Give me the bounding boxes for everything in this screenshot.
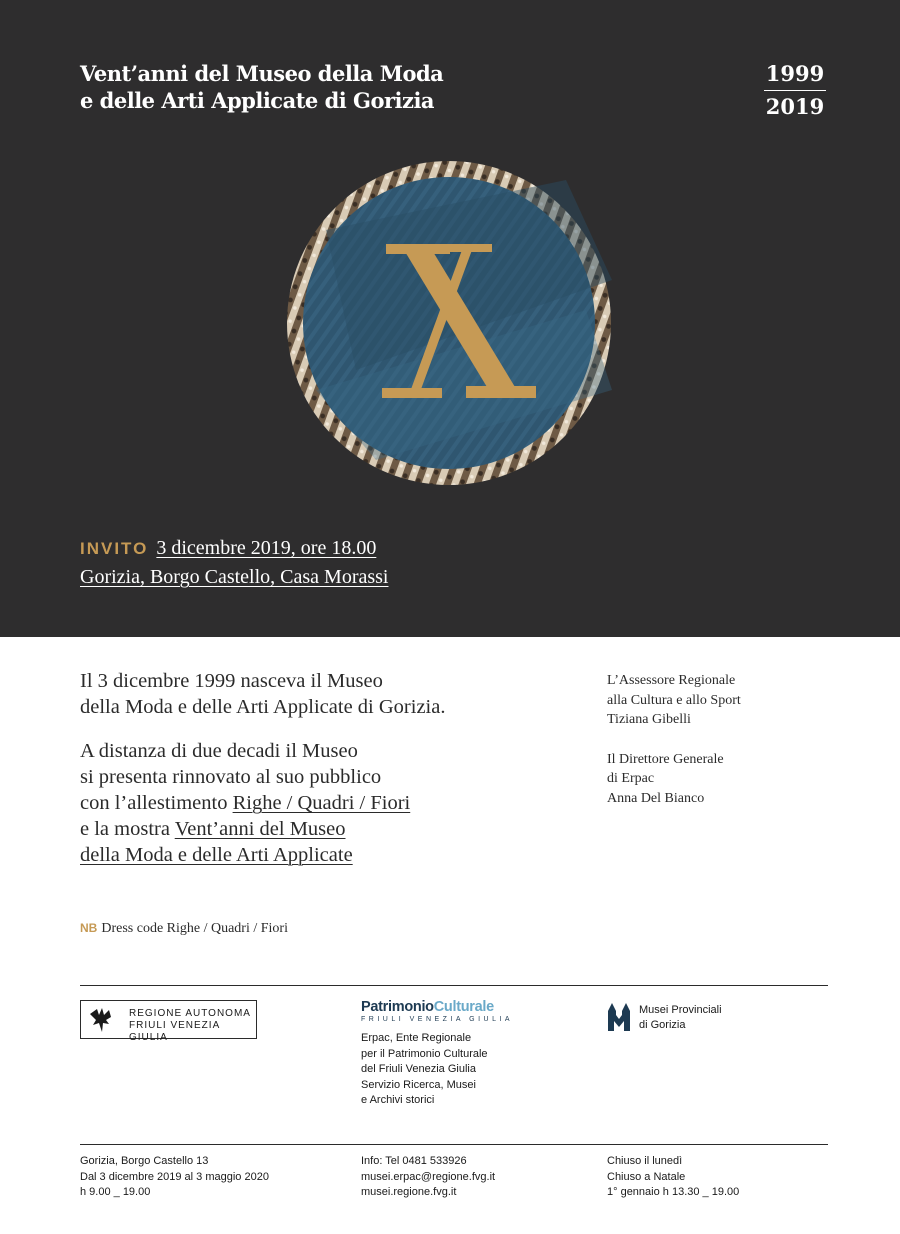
footer-email: musei.erpac@regione.fvg.it (361, 1170, 496, 1183)
footer-line: Dal 3 dicembre 2019 al 3 maggio 2020 (80, 1170, 269, 1183)
pc-desc-line: del Friuli Venezia Giulia (361, 1063, 476, 1075)
intro-line: Il 3 dicembre 1999 nasceva il Museo (80, 670, 383, 692)
signatory-direttore (607, 750, 837, 809)
signatory-role: Il Direttore Generale (607, 751, 724, 767)
footer-website: musei.regione.fvg.it (361, 1186, 457, 1198)
signatory-name: Anna Del Bianco (607, 790, 705, 806)
signatory-role: alla Cultura e allo Sport (607, 692, 741, 708)
pc-desc-line: Erpac, Ente Regionale (361, 1032, 472, 1044)
signatory-role: L’Assessore Regionale (607, 673, 736, 688)
intro-line: si presenta rinnovato al suo pubblico (80, 766, 382, 788)
pc-description (361, 1031, 513, 1109)
pc-wordmark-part-2: Culturale (433, 999, 494, 1015)
regione-line: FRIULI VENEZIA GIULIA (129, 1020, 220, 1043)
exhibit-title-righe-quadri-fiori: Righe / Quadri / Fiori (232, 792, 411, 814)
intro-paragraph-2 (80, 738, 550, 868)
page-title (80, 60, 443, 114)
logo-patrimonio-culturale (361, 999, 513, 1109)
pc-wordmark-part-1: Patrimonio (361, 999, 434, 1015)
note-text: Dress code Righe / Quadri / Fiori (101, 921, 288, 936)
dress-code-note (80, 921, 288, 937)
intro-line: con l’allestimento (80, 792, 233, 814)
exhibition-title-part-2: della Moda e delle Arti Applicate (80, 844, 353, 866)
emblem-roman-numeral-x (286, 160, 612, 486)
footer-venue-hours (80, 1154, 269, 1201)
mp-line: Musei Provinciali (639, 1004, 722, 1016)
note-label: NB (80, 921, 98, 935)
event-location: Gorizia, Borgo Castello, Casa Morassi (80, 566, 389, 588)
anniversary-years (764, 60, 826, 121)
footer-line: Chiuso a Natale (607, 1170, 686, 1183)
title-line-2: e delle Arti Applicate di Gorizia (80, 88, 435, 113)
footer-phone: Info: Tel 0481 533926 (361, 1155, 467, 1167)
pc-subtitle: FRIULI VENEZIA GIULIA (361, 1016, 514, 1023)
signatory-assessore (607, 671, 837, 730)
footer-line: h 9.00 _ 19.00 (80, 1186, 151, 1198)
mp-line: di Gorizia (639, 1019, 686, 1031)
footer-line: Chiuso il lunedì (607, 1155, 683, 1167)
intro-paragraph-1 (80, 668, 550, 720)
regione-text (129, 1008, 256, 1044)
footer-contact (361, 1154, 495, 1201)
signatories (607, 671, 837, 828)
pc-desc-line: per il Patrimonio Culturale (361, 1047, 488, 1060)
signatory-name: Tiziana Gibelli (607, 712, 691, 727)
museum-towers-icon (607, 1001, 631, 1031)
intro-line: e la mostra (80, 818, 175, 840)
pc-desc-line: e Archivi storici (361, 1094, 435, 1106)
footer-line: 1° gennaio h 13.30 _ 19.00 (607, 1186, 740, 1198)
invitation-details (80, 534, 388, 591)
year-end: 2019 (765, 94, 825, 119)
divider (80, 1144, 828, 1145)
logo-regione-fvg (80, 1000, 257, 1043)
regione-line: REGIONE AUTONOMA (129, 1008, 251, 1019)
signatory-role: di Erpac (607, 771, 655, 786)
footer-closures (607, 1154, 739, 1201)
invito-label: INVITO (80, 539, 149, 558)
exhibition-title-part-1: Vent’anni del Museo (174, 818, 346, 840)
pc-desc-line: Servizio Ricerca, Musei (361, 1078, 476, 1091)
intro-line: A distanza di due decadi il Museo (80, 740, 358, 762)
event-date: 3 dicembre 2019, ore 18.00 (156, 537, 377, 559)
pc-wordmark (361, 999, 513, 1015)
mp-text (639, 1003, 799, 1033)
intro-text (80, 668, 550, 886)
intro-line: della Moda e delle Arti Applicate di Gorizia. (80, 696, 446, 718)
year-start: 1999 (764, 60, 826, 91)
footer-line: Gorizia, Borgo Castello 13 (80, 1155, 209, 1167)
eagle-icon (87, 1006, 117, 1034)
divider (80, 985, 828, 986)
title-line-1: Vent’anni del Museo della Moda (80, 61, 444, 86)
